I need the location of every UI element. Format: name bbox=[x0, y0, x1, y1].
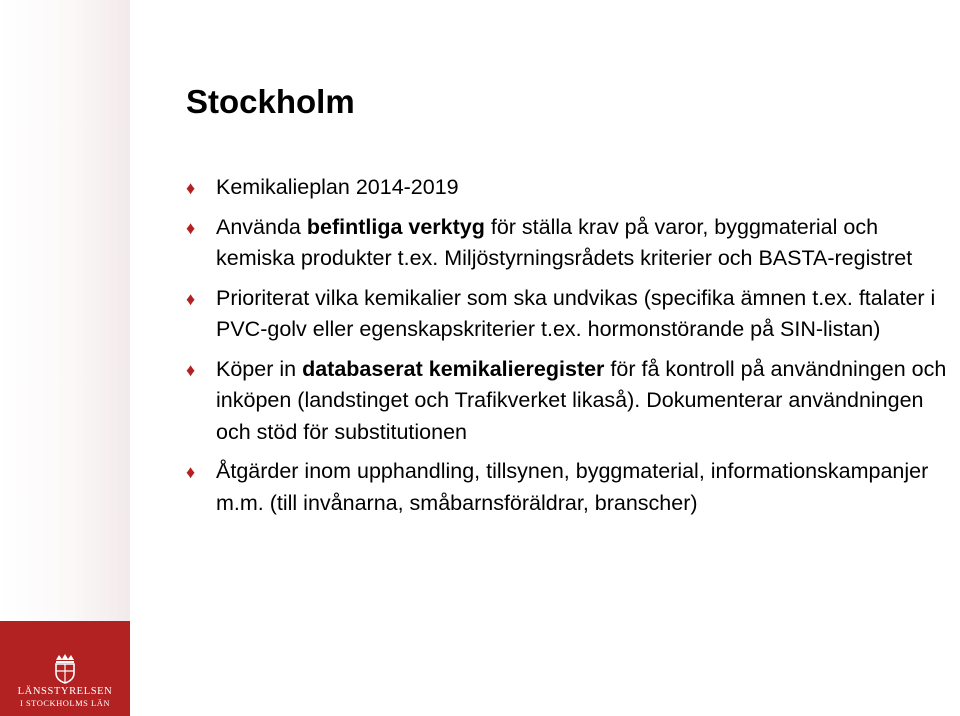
bullet-text-bold: databaserat kemikalieregister bbox=[302, 356, 605, 381]
bullet-text-post: för ställa krav på varor, byggmaterial och kemiska produkter t.ex. Miljöstyrningsrådets kriterier och BASTA-registret bbox=[216, 214, 913, 270]
bullet-text-pre: Använda bbox=[216, 214, 307, 239]
bullet-item bbox=[186, 283, 958, 346]
bullet-text-bold: befintliga verktyg bbox=[306, 214, 485, 239]
crown-shield-icon bbox=[52, 652, 78, 684]
bullet-text: Åtgärder inom upphandling, tillsynen, byggmaterial, informationskampanjer m.m. (till invånarna, småbarnsföräldrar, branscher) bbox=[216, 459, 929, 515]
bullet-text-post: för få kontroll på användningen och inköpen (landstinget och Trafikverket likaså). Dokumenterar användningen och stöd för substitutionen bbox=[216, 356, 947, 444]
bullet-item bbox=[186, 354, 958, 449]
logo-line-2: I STOCKHOLMS LÄN bbox=[19, 698, 111, 708]
lansstyrelsen-logo bbox=[0, 652, 130, 708]
diamond-bullet-icon: ♦ bbox=[186, 288, 196, 309]
brand-bar bbox=[0, 621, 130, 716]
diamond-bullet-icon: ♦ bbox=[186, 217, 196, 238]
diamond-bullet-icon: ♦ bbox=[186, 178, 196, 198]
logo-line-1: LÄNSSTYRELSEN bbox=[17, 686, 113, 697]
bullet-item bbox=[186, 212, 958, 275]
diamond-bullet-icon: ♦ bbox=[186, 462, 196, 482]
diamond-bullet-icon: ♦ bbox=[186, 359, 196, 380]
bullet-item bbox=[186, 172, 958, 204]
slide-title: Stockholm bbox=[186, 83, 355, 120]
bullet-text: Prioriterat vilka kemikalier som ska undvikas (specifika ämnen t.ex. ftalater i PVC-golv eller egenskapskriterier t.ex. hormonstörande på SIN-listan) bbox=[216, 285, 936, 341]
bullet-text-pre: Köper in bbox=[216, 356, 303, 381]
bullet-list bbox=[186, 172, 958, 527]
bullet-item bbox=[186, 456, 958, 519]
bullet-text: Kemikalieplan 2014-2019 bbox=[216, 175, 459, 199]
left-sidebar bbox=[0, 0, 130, 716]
